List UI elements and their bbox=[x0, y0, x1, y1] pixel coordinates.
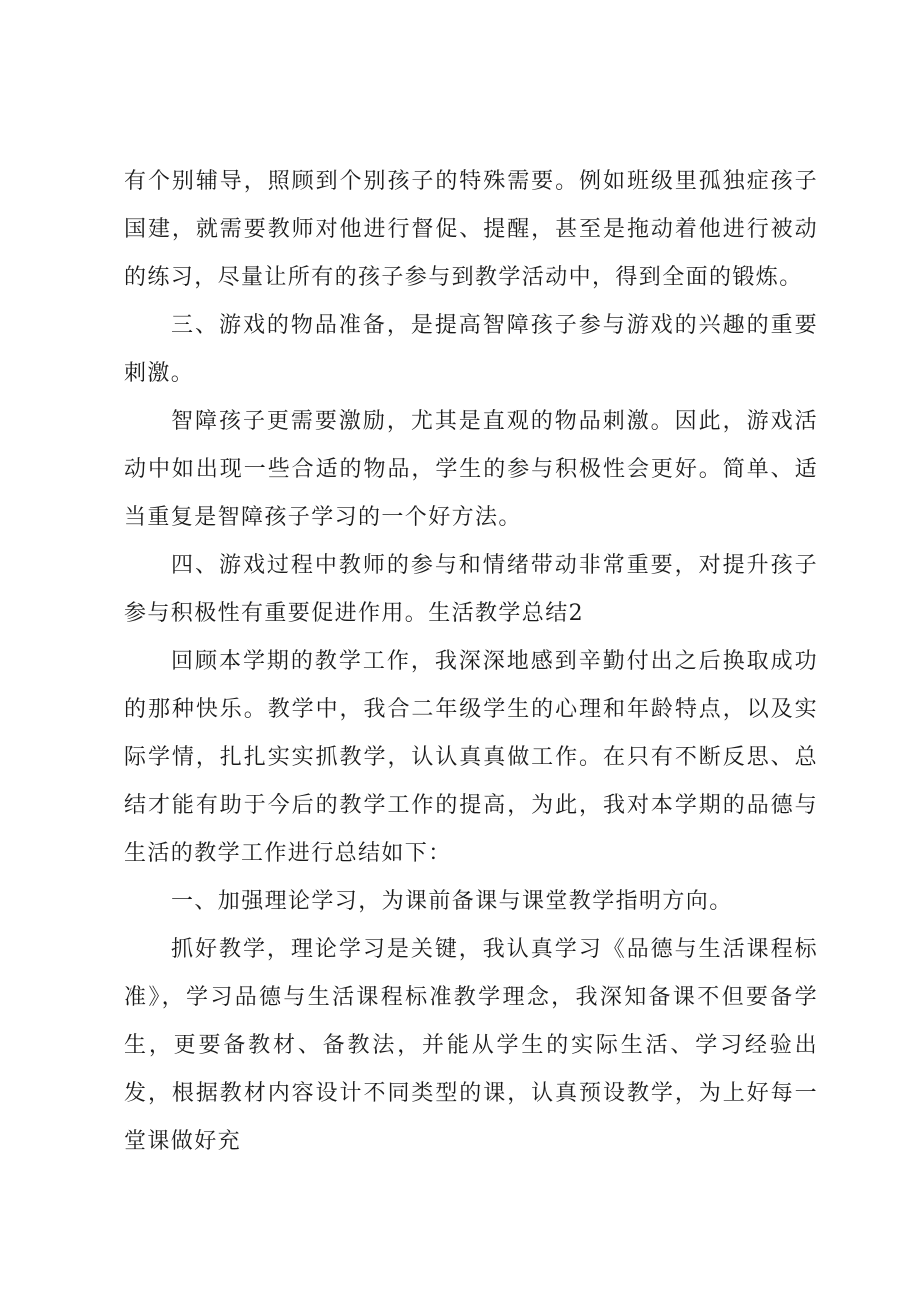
paragraph-section-three-heading: 三、游戏的物品准备，是提高智障孩子参与游戏的兴趣的重要刺激。 bbox=[124, 313, 818, 386]
paragraph-section-one-heading: 一、加强理论学习，为课前备课与课堂教学指明方向。 bbox=[171, 889, 733, 914]
document-body bbox=[124, 158, 818, 1166]
paragraph-theory-study: 抓好教学，理论学习是关键，我认真学习《品德与生活课程标准》，学习品德与生活课程标准教学理念，我深知备课不但要备学生，更要备教材、备教法，并能从学生的实际生活、学习经验出发，根据教材内容设计不同类型的课，认真预设教学，为上好每一堂课做好充 bbox=[124, 937, 818, 1154]
paragraph-material-stimulation: 智障孩子更需要激励，尤其是直观的物品刺激。因此，游戏活动中如出现一些合适的物品，学生的参与积极性会更好。简单、适当重复是智障孩子学习的一个好方法。 bbox=[124, 409, 818, 530]
paragraph-section-four-heading: 四、游戏过程中教师的参与和情绪带动非常重要，对提升孩子参与积极性有重要促进作用。生活教学总结2 bbox=[124, 553, 818, 626]
paragraph-semester-review: 回顾本学期的教学工作，我深深地感到辛勤付出之后换取成功的那种快乐。教学中，我合二年级学生的心理和年龄特点，以及实际学情，扎扎实实抓教学，认认真真做工作。在只有不断反思、总结才能有助于今后的教学工作的提高，为此，我对本学期的品德与生活的教学工作进行总结如下： bbox=[124, 649, 818, 866]
paragraph-individual-tutoring: 有个别辅导，照顾到个别孩子的特殊需要。例如班级里孤独症孩子国建，就需要教师对他进行督促、提醒，甚至是拖动着他进行被动的练习，尽量让所有的孩子参与到教学活动中，得到全面的锻炼。 bbox=[124, 169, 818, 290]
